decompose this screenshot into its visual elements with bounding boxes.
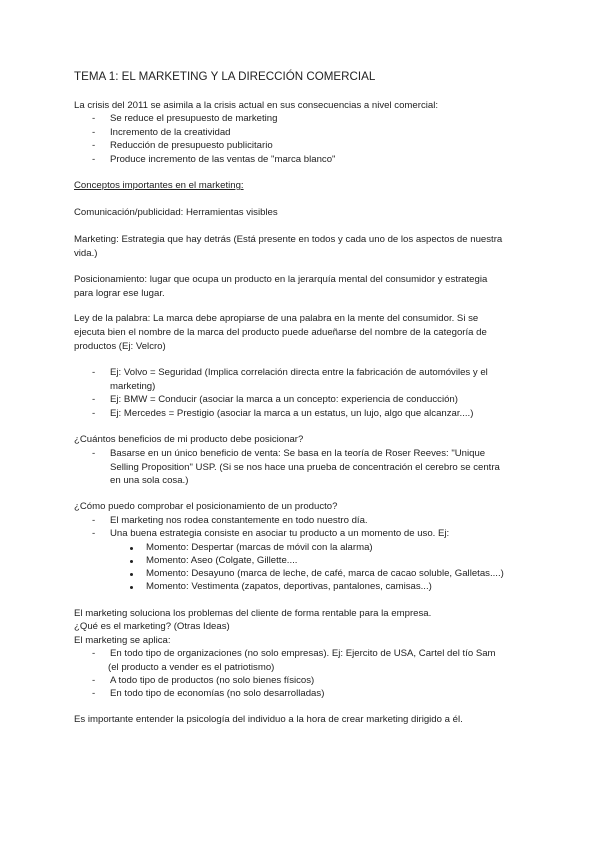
- dash-bullet: -: [92, 113, 96, 124]
- list-item: Una buena estrategia consiste en asociar tu producto a un momento de uso. Ej:: [110, 528, 450, 539]
- bullet-dot: [130, 560, 133, 563]
- sub-list-item: Momento: Aseo (Colgate, Gillette....: [146, 555, 298, 566]
- sub-list-item: Momento: Vestimenta (zapatos, deportivas, pantalones, camisas...): [146, 581, 432, 592]
- paragraph: El marketing soluciona los problemas del cliente de forma rentable para la empresa.: [74, 608, 432, 619]
- dash-bullet: -: [92, 448, 96, 459]
- sub-list-item: Momento: Desayuno (marca de leche, de café, marca de cacao soluble, Galletas....): [146, 568, 504, 579]
- paragraph: Es importante entender la psicología del individuo a la hora de crear marketing dirigido a él.: [74, 714, 463, 725]
- dash-bullet: -: [92, 688, 96, 699]
- list-item: Ej: Volvo = Seguridad (Implica correlación directa entre la fabricación de automóviles y el: [110, 367, 488, 378]
- question: ¿Qué es el marketing? (Otras Ideas): [74, 621, 230, 632]
- list-item: En todo tipo de economías (no solo desarrolladas): [110, 688, 325, 699]
- list-item-cont: (el producto a vender es el patriotismo): [108, 662, 275, 673]
- bullet-dot: [130, 547, 133, 550]
- list-item: Ej: BMW = Conducir (asociar la marca a un concepto: experiencia de conducción): [110, 394, 458, 405]
- paragraph-line: Marketing: Estrategia que hay detrás (Está presente en todos y cada uno de los aspectos de nuestra: [74, 234, 503, 245]
- dash-bullet: -: [92, 367, 96, 378]
- bullet-dot: [130, 586, 133, 589]
- list-item-cont: marketing): [110, 381, 156, 392]
- list-item: En todo tipo de organizaciones (no solo empresas). Ej: Ejercito de USA, Cartel del tío Sam: [110, 648, 496, 659]
- dash-bullet: -: [92, 140, 96, 151]
- sub-list-item: Momento: Despertar (marcas de móvil con la alarma): [146, 542, 373, 553]
- page-title: TEMA 1: EL MARKETING Y LA DIRECCIÓN COMERCIAL: [74, 70, 376, 83]
- paragraph-line: ejecuta bien el nombre de la marca del producto puede adueñarse del nombre de la categoría de: [74, 327, 487, 338]
- question: ¿Cómo puedo comprobar el posicionamiento de un producto?: [74, 501, 338, 512]
- paragraph-line: productos (Ej: Velcro): [74, 341, 166, 352]
- list-item-cont: en una sola cosa.): [110, 475, 189, 486]
- list-item: Produce incremento de las ventas de "marca blanco": [110, 154, 336, 165]
- list-item: El marketing nos rodea constantemente en todo nuestro día.: [110, 515, 368, 526]
- dash-bullet: -: [92, 154, 96, 165]
- dash-bullet: -: [92, 394, 96, 405]
- dash-bullet: -: [92, 408, 96, 419]
- list-item: Reducción de presupuesto publicitario: [110, 140, 273, 151]
- dash-bullet: -: [92, 127, 96, 138]
- paragraph-line: Ley de la palabra: La marca debe apropiarse de una palabra en la mente del consumidor. Si se: [74, 313, 479, 324]
- list-item-cont: Selling Proposition" USP. (Si se nos hace una prueba de concentración el cerebro se centra: [110, 462, 500, 473]
- dash-bullet: -: [92, 528, 96, 539]
- dash-bullet: -: [92, 515, 96, 526]
- paragraph-line: para lograr ese lugar.: [74, 288, 165, 299]
- paragraph: La crisis del 2011 se asimila a la crisis actual en sus consecuencias a nivel comercial:: [74, 100, 439, 111]
- list-item: Incremento de la creatividad: [110, 127, 231, 138]
- paragraph-line: Posicionamiento: lugar que ocupa un producto en la jerarquía mental del consumidor y estrategia: [74, 274, 488, 285]
- list-item: Basarse en un único beneficio de venta: Se basa en la teoría de Roser Reeves: "Unique: [110, 448, 486, 459]
- bullet-dot: [130, 573, 133, 576]
- paragraph-line: vida.): [74, 248, 98, 259]
- question: ¿Cuántos beneficios de mi producto debe posicionar?: [74, 434, 304, 445]
- dash-bullet: -: [92, 675, 96, 686]
- dash-bullet: -: [92, 648, 96, 659]
- list-item: Ej: Mercedes = Prestigio (asociar la marca a un estatus, un lujo, algo que alcanzar....): [110, 408, 474, 419]
- paragraph: Comunicación/publicidad: Herramientas visibles: [74, 207, 278, 218]
- list-item: A todo tipo de productos (no solo bienes físicos): [110, 675, 315, 686]
- list-item: Se reduce el presupuesto de marketing: [110, 113, 278, 124]
- section-heading: Conceptos importantes en el marketing:: [74, 180, 244, 191]
- paragraph: El marketing se aplica:: [74, 635, 171, 646]
